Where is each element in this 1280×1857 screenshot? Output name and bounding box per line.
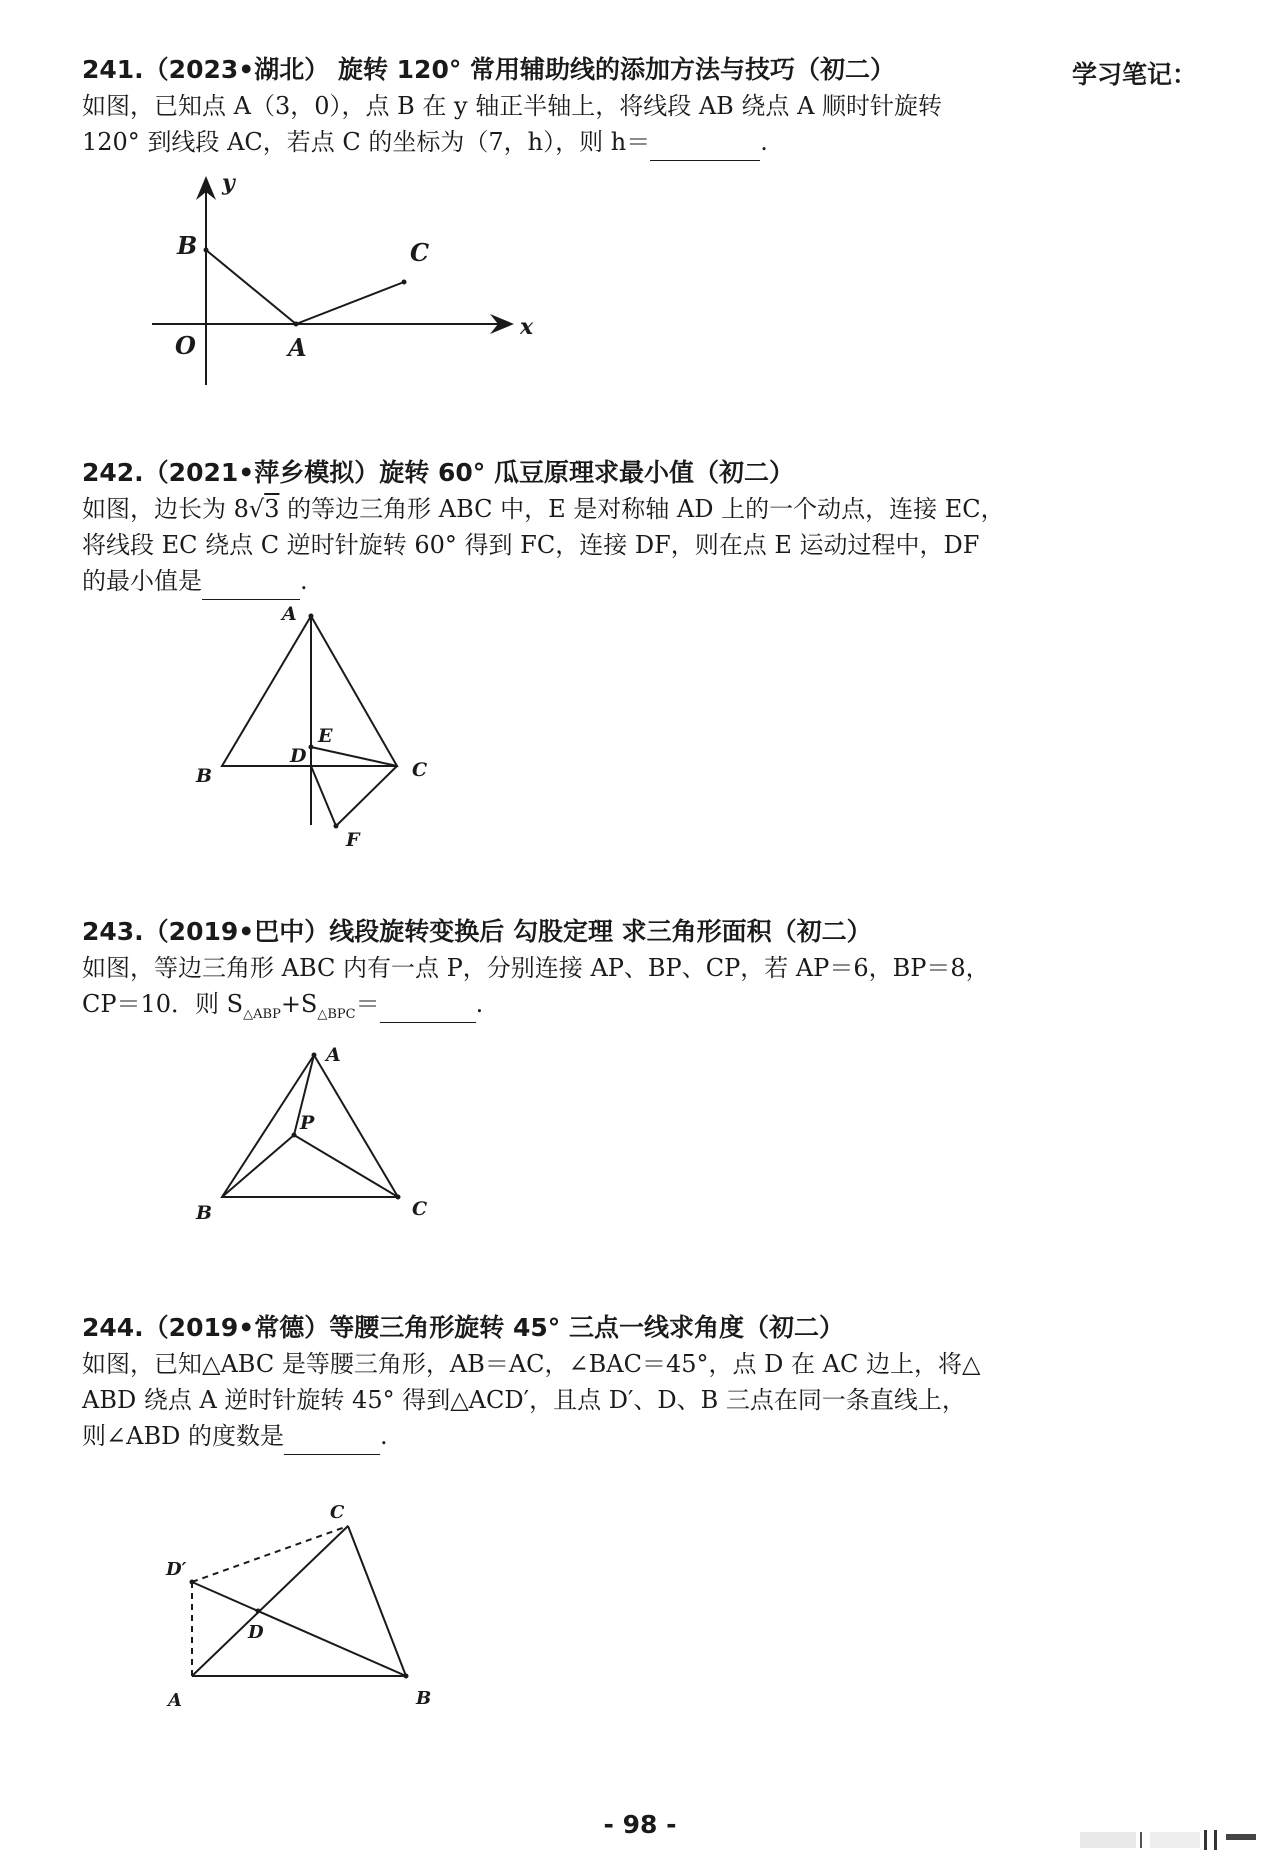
segment-df bbox=[311, 766, 336, 826]
problem-text: 120° 到线段 AC，若点 C 的坐标为（7，h），则 h＝ bbox=[82, 128, 651, 156]
sqrt-radicand: 3 bbox=[264, 495, 280, 523]
segment-ac bbox=[192, 1526, 348, 1676]
label-d: D bbox=[290, 745, 307, 767]
study-notes-label: 学习笔记： bbox=[1072, 60, 1198, 89]
answer-blank bbox=[202, 563, 300, 600]
point-f bbox=[334, 824, 339, 829]
problem-text-line: 将线段 EC 绕点 C 逆时针旋转 60° 得到 FC，连接 DF，则在点 E 运动过程中，DF bbox=[82, 531, 980, 559]
problem-text: +S bbox=[280, 990, 318, 1018]
point-b bbox=[404, 1674, 409, 1679]
point-p bbox=[292, 1133, 297, 1138]
period: . bbox=[475, 990, 484, 1018]
problem-text: 的最小值是 bbox=[82, 567, 202, 595]
segment-d-prime-b bbox=[192, 1582, 406, 1676]
figure-242-equilateral-triangle bbox=[190, 600, 450, 850]
problem-text-line: 如图，等边三角形 ABC 内有一点 P，分别连接 AP、BP、CP，若 AP＝6，BP＝8， bbox=[82, 954, 990, 982]
label-x: x bbox=[520, 314, 534, 340]
segment-bp bbox=[222, 1135, 294, 1197]
label-d: D bbox=[248, 1622, 264, 1643]
subscript: △ABP bbox=[243, 1006, 281, 1022]
label-f: F bbox=[346, 829, 360, 850]
label-d-prime: D′ bbox=[166, 1559, 187, 1580]
answer-blank bbox=[380, 986, 476, 1023]
label-b: B bbox=[196, 1202, 213, 1224]
sqrt-symbol: √3 bbox=[248, 495, 280, 523]
label-p: P bbox=[300, 1112, 315, 1134]
label-y: y bbox=[222, 170, 235, 196]
page-number: - 98 - bbox=[603, 1810, 677, 1839]
problem-text-line bbox=[82, 1418, 1042, 1455]
label-b: B bbox=[177, 231, 198, 260]
scan-edge-marks bbox=[1080, 1828, 1270, 1854]
figure-244-isosceles-rotation bbox=[150, 1490, 450, 1720]
segment-cp bbox=[294, 1135, 398, 1197]
problem-text: 如图，边长为 8 bbox=[82, 495, 249, 523]
problem-title: 244.（2019•常德）等腰三角形旋转 45° 三点一线求角度（初二） bbox=[82, 1313, 844, 1342]
figure-241-coordinate-rotation bbox=[140, 170, 560, 400]
problem-title: 242.（2021•萍乡模拟）旋转 60° 瓜豆原理求最小值（初二） bbox=[82, 458, 794, 487]
label-c: C bbox=[412, 1198, 428, 1220]
point-d-prime bbox=[190, 1580, 195, 1585]
problem-text-line: 如图，已知△ABC 是等腰三角形，AB＝AC，∠BAC＝45°，点 D 在 AC 边上，将△ bbox=[82, 1350, 981, 1378]
point-a bbox=[309, 614, 314, 619]
problem-text-line bbox=[82, 986, 1042, 1033]
problem-text-line: 如图，已知点 A（3，0），点 B 在 y 轴正半轴上，将线段 AB 绕点 A 顺时针旋转 bbox=[82, 92, 943, 120]
period: . bbox=[379, 1422, 388, 1450]
label-a: A bbox=[326, 1044, 341, 1066]
label-e: E bbox=[318, 725, 333, 747]
label-a: A bbox=[168, 1690, 182, 1711]
problem-text: 则∠ABD 的度数是 bbox=[82, 1422, 284, 1450]
problem-text: ＝ bbox=[355, 990, 380, 1018]
problem-242 bbox=[82, 455, 1042, 600]
label-a: A bbox=[282, 603, 297, 625]
problem-text-line: ABD 绕点 A 逆时针旋转 45° 得到△ACD′，且点 D′、D、B 三点在同一条直线上， bbox=[82, 1386, 966, 1414]
answer-blank bbox=[284, 1418, 380, 1455]
point-c bbox=[402, 280, 407, 285]
label-b: B bbox=[416, 1688, 432, 1709]
figure-243-triangle-with-point bbox=[190, 1035, 450, 1235]
period: . bbox=[300, 567, 308, 595]
point-a bbox=[312, 1053, 317, 1058]
problem-text-line bbox=[82, 124, 1042, 161]
label-c: C bbox=[330, 1502, 345, 1523]
point-b bbox=[204, 248, 209, 253]
point-d bbox=[256, 1609, 261, 1614]
problem-text-line bbox=[82, 563, 1042, 600]
problem-241 bbox=[82, 52, 1042, 161]
label-a: A bbox=[288, 333, 307, 362]
segment-ec bbox=[311, 747, 397, 766]
segment-fc bbox=[336, 766, 397, 826]
problem-text-line bbox=[82, 491, 1042, 527]
point-a bbox=[294, 322, 299, 327]
answer-blank bbox=[650, 124, 760, 161]
label-c: C bbox=[410, 238, 430, 267]
problem-text: 的等边三角形 ABC 中，E 是对称轴 AD 上的一个动点，连接 EC， bbox=[279, 495, 1005, 523]
problem-title: 243.（2019•巴中）线段旋转变换后 勾股定理 求三角形面积（初二） bbox=[82, 917, 872, 946]
problem-text: CP＝10．则 S bbox=[82, 990, 244, 1018]
subscript: △BPC bbox=[317, 1006, 356, 1022]
point-c bbox=[396, 1195, 401, 1200]
point-e bbox=[309, 745, 314, 750]
problem-243 bbox=[82, 914, 1042, 1033]
label-c: C bbox=[412, 759, 428, 781]
period: . bbox=[760, 128, 768, 156]
problem-title: 241.（2023•湖北） 旋转 120° 常用辅助线的添加方法与技巧（初二） bbox=[82, 55, 896, 84]
problem-244 bbox=[82, 1310, 1042, 1455]
label-b: B bbox=[196, 765, 213, 787]
triangle-abc bbox=[222, 616, 397, 766]
segments-ab-ac bbox=[206, 250, 404, 324]
label-o: O bbox=[175, 331, 196, 360]
segment-cd-prime-dashed bbox=[192, 1526, 348, 1582]
